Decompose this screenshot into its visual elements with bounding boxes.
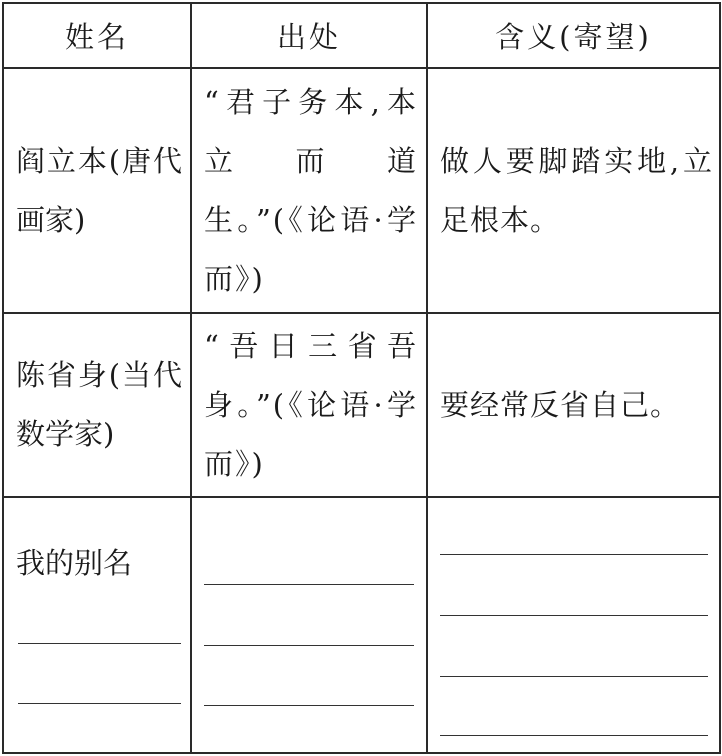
source-write-line[interactable] bbox=[204, 645, 414, 646]
blank-row bbox=[3, 497, 720, 753]
name-text: 阎立本(唐代画家) bbox=[16, 143, 182, 237]
header-name: 姓名 bbox=[3, 3, 191, 68]
header-meaning: 含义(寄望) bbox=[427, 3, 720, 68]
source-cell bbox=[191, 313, 427, 497]
meaning-write-line[interactable] bbox=[440, 735, 708, 736]
meaning-text: 要经常反省自己。 bbox=[440, 387, 681, 422]
name-text: 陈省身(当代数学家) bbox=[16, 358, 182, 451]
my-alias-label: 我的别名 bbox=[16, 546, 133, 580]
header-source: 出处 bbox=[191, 3, 427, 68]
source-write-line[interactable] bbox=[204, 584, 414, 585]
header-row bbox=[3, 3, 720, 68]
meaning-write-line[interactable] bbox=[440, 554, 708, 555]
name-cell bbox=[3, 313, 191, 497]
meaning-write-line[interactable] bbox=[440, 676, 708, 677]
source-text: “君子务本,本立而道生。”(《论语·学而》) bbox=[204, 84, 418, 296]
source-write-cell bbox=[191, 497, 427, 753]
source-text: “吾日三省吾身。”(《论语·学而》) bbox=[204, 328, 418, 481]
meaning-write-cell bbox=[427, 497, 720, 753]
table-row bbox=[3, 68, 720, 313]
alias-table bbox=[2, 2, 721, 754]
meaning-cell bbox=[427, 313, 720, 497]
source-cell bbox=[191, 68, 427, 313]
table-row bbox=[3, 313, 720, 497]
alias-write-line[interactable] bbox=[18, 643, 181, 644]
name-cell bbox=[3, 68, 191, 313]
meaning-text: 做人要脚踏实地,立足根本。 bbox=[440, 143, 713, 237]
my-alias-cell bbox=[3, 497, 191, 753]
alias-write-line[interactable] bbox=[18, 703, 181, 704]
meaning-write-line[interactable] bbox=[440, 615, 708, 616]
source-write-line[interactable] bbox=[204, 705, 414, 706]
meaning-cell bbox=[427, 68, 720, 313]
